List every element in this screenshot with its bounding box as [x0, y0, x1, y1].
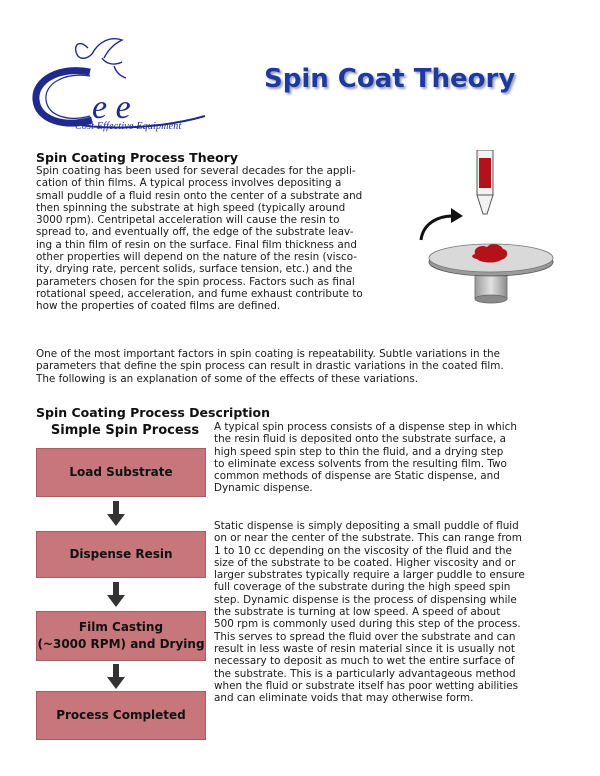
text-line: step. Dynamic dispense is the process of dispensing while — [214, 593, 517, 606]
text-line: the substrate is turning at low speed. A speed of about — [214, 606, 501, 619]
text-line: spread to, and eventually off, the edge of the substrate leav- — [36, 226, 354, 239]
text-line: parameters chosen for the spin process. Factors such as final — [36, 275, 355, 288]
spin-coater-illustration — [415, 150, 565, 305]
text-line: result in less waste of resin material since it is usually not — [214, 642, 515, 655]
text-line: the resin fluid is deposited onto the substrate surface, a — [214, 433, 507, 446]
text-line: when the fluid or substrate itself has poor wetting abilities — [214, 679, 519, 692]
section-heading-theory: Spin Coating Process Theory — [36, 150, 238, 165]
step-label: Process Completed — [56, 708, 186, 722]
text-line: 1 to 10 cc depending on the viscosity of the fluid and the — [214, 544, 512, 557]
repeatability-paragraph — [36, 348, 576, 385]
text-line: to eliminate excess solvents from the resulting film. Two — [214, 457, 507, 470]
down-arrow-icon — [106, 501, 126, 527]
text-line: One of the most important factors in spin coating is repeatability. Subtle variations in the — [36, 348, 501, 360]
theory-paragraph — [36, 165, 411, 313]
step-label: Load Substrate — [69, 465, 173, 479]
flow-step-load-substrate — [36, 448, 206, 497]
text-line: other properties will depend on the nature of the resin (visco- — [36, 251, 357, 264]
text-line: 500 rpm is commonly used during this step of the process. — [214, 618, 521, 631]
text-line: larger substrates typically require a larger puddle to ensure — [214, 569, 525, 582]
flow-step-film-casting — [36, 611, 206, 661]
text-line: then spinning the substrate at high speed (typically around — [36, 201, 346, 214]
down-arrow-icon — [106, 664, 126, 690]
text-line: and can eliminate voids that may otherwise form. — [214, 692, 474, 705]
text-line: A typical spin process consists of a dispense step in which — [214, 421, 517, 433]
logo-e-letters: e e — [92, 89, 131, 126]
step-label: Film Casting — [78, 620, 164, 634]
text-line: This serves to spread the fluid over the substrate and can — [214, 630, 516, 643]
text-line: The following is an explanation of some of the effects of these variations. — [36, 372, 419, 385]
page-title: Spin Coat Theory — [264, 64, 516, 94]
text-line: Dynamic dispense. — [214, 482, 313, 495]
text-line: how the properties of coated films are defined. — [36, 300, 281, 313]
text-line: the substrate. This is a particularly advantageous method — [214, 667, 516, 680]
flow-step-process-completed — [36, 691, 206, 740]
step-label: Dispense Resin — [69, 547, 173, 561]
text-line: full coverage of the substrate during the high speed spin — [214, 581, 511, 594]
text-line: on or near the center of the substrate. This can range from — [214, 532, 522, 545]
logo-tagline: Cost Effective Equipment — [75, 121, 182, 132]
text-line: cation of thin films. A typical process involves depositing a — [36, 177, 342, 190]
step-label-secondary: (~3000 RPM) and Drying — [37, 637, 205, 651]
flowchart-title: Simple Spin Process — [50, 423, 200, 438]
dispense-intro-paragraph — [214, 421, 576, 495]
text-line: ing a thin film of resin on the surface. Final film thickness and — [36, 238, 357, 251]
text-line: Spin coating has been used for several decades for the appli- — [36, 165, 356, 177]
text-line: rotational speed, acceleration, and fume exhaust contribute to — [36, 287, 363, 300]
section-heading-description: Spin Coating Process Description — [36, 405, 271, 420]
static-dispense-paragraph — [214, 520, 576, 704]
bird-wing-left — [76, 44, 92, 59]
text-line: size of the substrate to be coated. Higher viscosity and or — [214, 556, 516, 569]
text-line: necessary to deposit as much to wet the entire surface of — [214, 655, 515, 668]
text-line: parameters that define the spin process can result in drastic variations in the coated film. — [36, 360, 504, 373]
text-line: common methods of dispense are Static dispense, and — [214, 470, 500, 483]
text-line: small puddle of a fluid resin onto the center of a substrate and — [36, 189, 363, 202]
text-line: ity, drying rate, percent solids, surface tension, etc.) and the — [36, 263, 353, 276]
text-line: high speed spin step to thin the fluid, and a drying step — [214, 445, 504, 458]
text-line: Static dispense is simply depositing a small puddle of fluid — [214, 520, 519, 532]
bird-wing-right — [92, 39, 122, 58]
flow-step-dispense-resin — [36, 531, 206, 578]
text-line: 3000 rpm). Centripetal acceleration will cause the resin to — [36, 214, 340, 227]
down-arrow-icon — [106, 582, 126, 608]
